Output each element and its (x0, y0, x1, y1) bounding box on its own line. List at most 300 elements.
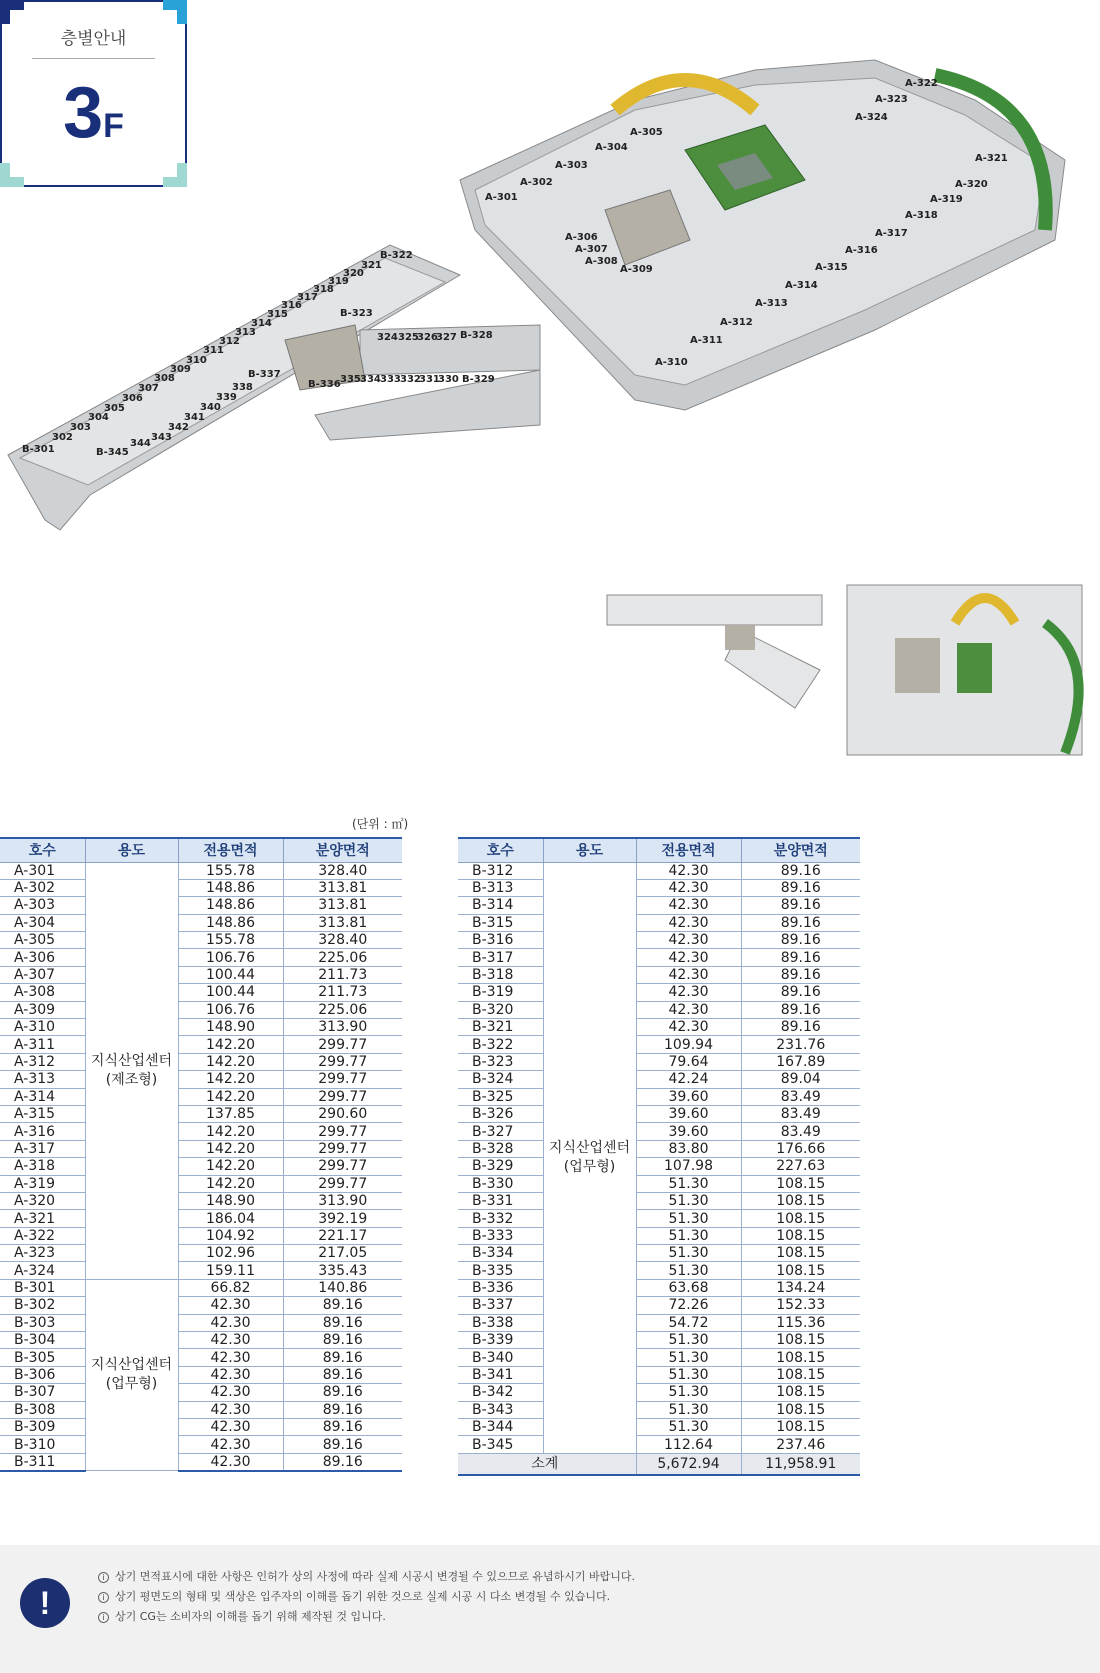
unit-label: B-337 (248, 369, 281, 380)
floor-number-digit: 3 (63, 73, 104, 153)
table-row (458, 1210, 860, 1227)
sale-area-cell: 89.16 (283, 1436, 402, 1453)
table-row (458, 932, 860, 949)
exclusive-area-cell: 112.64 (636, 1436, 741, 1453)
table-row (0, 914, 402, 931)
exclusive-area-cell: 142.20 (178, 1175, 283, 1192)
sale-area-cell: 89.16 (741, 966, 860, 983)
table-row (458, 862, 860, 879)
sale-area-cell: 140.86 (283, 1279, 402, 1296)
exclusive-area-cell: 142.20 (178, 1036, 283, 1053)
table-row (0, 966, 402, 983)
exclusive-area-cell: 142.20 (178, 1140, 283, 1157)
unit-cell: B-345 (458, 1436, 543, 1453)
total-label: 소계 (458, 1453, 636, 1475)
unit-label: B-328 (460, 330, 493, 341)
exclusive-area-cell: 51.30 (636, 1401, 741, 1418)
sale-area-cell: 89.16 (741, 949, 860, 966)
col-header-unit: 호수 (0, 838, 85, 862)
unit-label: A-324 (855, 112, 888, 123)
use-cell (85, 862, 178, 1279)
table-row (458, 1314, 860, 1331)
unit-label: 321 (361, 260, 382, 271)
unit-label: A-323 (875, 94, 908, 105)
unit-cell: A-310 (0, 1019, 85, 1036)
table-row (458, 1227, 860, 1244)
exclusive-area-cell: 51.30 (636, 1384, 741, 1401)
exclusive-area-cell: 51.30 (636, 1245, 741, 1262)
unit-cell: B-326 (458, 1105, 543, 1122)
table-row (458, 1001, 860, 1018)
info-icon: i (98, 1612, 109, 1623)
unit-label: A-311 (690, 335, 723, 346)
unit-label: 320 (343, 268, 364, 279)
unit-label: B-301 (22, 444, 55, 455)
exclusive-area-cell: 100.44 (178, 984, 283, 1001)
sale-area-cell: 89.04 (741, 1071, 860, 1088)
unit-cell: B-339 (458, 1332, 543, 1349)
unit-cell: B-318 (458, 966, 543, 983)
sale-area-cell: 237.46 (741, 1436, 860, 1453)
col-header-exclusive: 전용면적 (178, 838, 283, 862)
unit-label: 339 (216, 392, 237, 403)
sale-area-cell: 83.49 (741, 1088, 860, 1105)
exclusive-area-cell: 137.85 (178, 1105, 283, 1122)
unit-label: 325 (398, 332, 419, 343)
sale-area-cell: 313.81 (283, 897, 402, 914)
unit-label: 326 (417, 332, 438, 343)
sale-area-cell: 217.05 (283, 1245, 402, 1262)
unit-note: (단위 : ㎡) (352, 817, 409, 831)
sale-area-cell: 134.24 (741, 1279, 860, 1296)
unit-label: 318 (313, 284, 334, 295)
sale-area-cell: 335.43 (283, 1262, 402, 1279)
exclusive-area-cell: 107.98 (636, 1158, 741, 1175)
notice-text: 상기 CG는 소비자의 이해를 돕기 위해 제작된 것 입니다. (115, 1610, 386, 1623)
unit-cell: B-308 (0, 1401, 85, 1418)
unit-cell: A-311 (0, 1036, 85, 1053)
unit-label: A-314 (785, 280, 818, 291)
col-header-exclusive: 전용면적 (636, 838, 741, 862)
table-row (458, 1245, 860, 1262)
unit-label: A-321 (975, 153, 1008, 164)
unit-label: 342 (168, 422, 189, 433)
unit-cell: A-306 (0, 949, 85, 966)
sale-area-cell: 89.16 (741, 879, 860, 896)
sale-area-cell: 227.63 (741, 1158, 860, 1175)
exclusive-area-cell: 51.30 (636, 1332, 741, 1349)
exclusive-area-cell: 102.96 (178, 1245, 283, 1262)
unit-label: 327 (436, 332, 457, 343)
table-row (0, 1279, 402, 1296)
unit-cell: B-328 (458, 1140, 543, 1157)
unit-cell: B-302 (0, 1297, 85, 1314)
exclusive-area-cell: 51.30 (636, 1210, 741, 1227)
unit-cell: B-304 (0, 1332, 85, 1349)
exclusive-area-cell: 100.44 (178, 966, 283, 983)
sale-area-cell: 313.90 (283, 1019, 402, 1036)
area-table-left (0, 837, 402, 1472)
unit-label: 340 (200, 402, 221, 413)
exclusive-area-cell: 51.30 (636, 1262, 741, 1279)
use-line: (업무형) (105, 1376, 158, 1393)
table-row (458, 1140, 860, 1157)
sale-area-cell: 89.16 (283, 1419, 402, 1436)
sale-area-cell: 299.77 (283, 1036, 402, 1053)
sale-area-cell: 221.17 (283, 1227, 402, 1244)
exclamation-icon: ! (20, 1578, 70, 1628)
col-header-unit: 호수 (458, 838, 543, 862)
exclusive-area-cell: 106.76 (178, 1001, 283, 1018)
exclusive-area-cell: 42.30 (636, 862, 741, 879)
sale-area-cell: 89.16 (283, 1384, 402, 1401)
table-row (458, 1175, 860, 1192)
table-row (458, 949, 860, 966)
unit-cell: B-309 (0, 1419, 85, 1436)
unit-label: 335 (340, 374, 361, 385)
unit-cell: B-317 (458, 949, 543, 966)
unit-cell: A-317 (0, 1140, 85, 1157)
key-plan-a-svg (845, 583, 1095, 758)
unit-label: 338 (232, 382, 253, 393)
sale-area-cell: 108.15 (741, 1192, 860, 1209)
exclusive-area-cell: 104.92 (178, 1227, 283, 1244)
unit-label: A-306 (565, 232, 598, 243)
exclusive-area-cell: 42.30 (178, 1349, 283, 1366)
table-row (458, 1262, 860, 1279)
unit-label: 308 (154, 373, 175, 384)
use-line: 지식산업센터 (90, 1052, 173, 1069)
notice-text: 상기 면적표시에 대한 사항은 인허가 상의 사정에 따라 실제 시공시 변경될 수 있으므로 유념하시기 바랍니다. (115, 1570, 635, 1583)
table-row (0, 1314, 402, 1331)
unit-cell: B-320 (458, 1001, 543, 1018)
unit-cell: B-325 (458, 1088, 543, 1105)
table-row (0, 1349, 402, 1366)
exclusive-area-cell: 42.30 (636, 966, 741, 983)
exclusive-area-cell: 42.30 (178, 1366, 283, 1383)
unit-label: 319 (328, 276, 349, 287)
unit-cell: A-319 (0, 1175, 85, 1192)
table-row (458, 1158, 860, 1175)
total-row (458, 1453, 860, 1475)
table-row (458, 1071, 860, 1088)
key-plan-b-svg (605, 590, 825, 710)
use-cell (543, 862, 636, 1453)
sale-area-cell: 176.66 (741, 1140, 860, 1157)
unit-cell: B-330 (458, 1175, 543, 1192)
unit-cell: B-331 (458, 1192, 543, 1209)
unit-label: B-329 (462, 374, 495, 385)
unit-label: 330 (438, 374, 459, 385)
table-row (458, 984, 860, 1001)
unit-label: 309 (170, 364, 191, 375)
badge-corner (0, 0, 24, 24)
exclusive-area-cell: 42.30 (178, 1419, 283, 1436)
table-row (0, 1384, 402, 1401)
notice-lines (98, 1567, 635, 1627)
unit-cell: A-303 (0, 897, 85, 914)
table-row (0, 1158, 402, 1175)
unit-label: 303 (70, 422, 91, 433)
unit-cell: B-310 (0, 1436, 85, 1453)
unit-cell: A-316 (0, 1123, 85, 1140)
sale-area-cell: 290.60 (283, 1105, 402, 1122)
table-row (458, 914, 860, 931)
exclusive-area-cell: 148.86 (178, 914, 283, 931)
sale-area-cell: 299.77 (283, 1071, 402, 1088)
unit-cell: A-307 (0, 966, 85, 983)
table-row (458, 897, 860, 914)
exclusive-area-cell: 51.30 (636, 1227, 741, 1244)
unit-label: 341 (184, 412, 205, 423)
unit-label: 316 (281, 300, 302, 311)
unit-cell: B-314 (458, 897, 543, 914)
unit-cell: A-313 (0, 1071, 85, 1088)
unit-label: A-305 (630, 127, 663, 138)
sale-area-cell: 89.16 (283, 1332, 402, 1349)
unit-cell: B-342 (458, 1384, 543, 1401)
sale-area-cell: 231.76 (741, 1036, 860, 1053)
unit-cell: A-305 (0, 932, 85, 949)
table-row (0, 1332, 402, 1349)
use-line: (업무형) (563, 1158, 616, 1175)
unit-label: B-345 (96, 447, 129, 458)
use-line: 지식산업센터 (548, 1139, 631, 1156)
sale-area-cell: 328.40 (283, 932, 402, 949)
unit-label: A-302 (520, 177, 553, 188)
unit-label: 332 (400, 374, 421, 385)
exclusive-area-cell: 42.30 (178, 1384, 283, 1401)
info-icon: i (98, 1572, 109, 1583)
notice-line (98, 1587, 635, 1607)
table-header-row (0, 838, 402, 862)
unit-cell: A-323 (0, 1245, 85, 1262)
exclusive-area-cell: 42.30 (636, 984, 741, 1001)
sale-area-cell: 115.36 (741, 1314, 860, 1331)
exclusive-area-cell: 51.30 (636, 1175, 741, 1192)
table-row (458, 1349, 860, 1366)
table-row (0, 984, 402, 1001)
sale-area-cell: 108.15 (741, 1349, 860, 1366)
area-table-right (458, 837, 860, 1476)
unit-label: A-308 (585, 256, 618, 267)
unit-label: A-317 (875, 228, 908, 239)
table-row (0, 862, 402, 879)
table-row (0, 1436, 402, 1453)
table-row (0, 1105, 402, 1122)
table-row (458, 1419, 860, 1436)
unit-cell: B-329 (458, 1158, 543, 1175)
sale-area-cell: 89.16 (741, 1019, 860, 1036)
exclusive-area-cell: 142.20 (178, 1158, 283, 1175)
sale-area-cell: 89.16 (283, 1453, 402, 1471)
table-row (0, 879, 402, 896)
unit-label: A-315 (815, 262, 848, 273)
exclusive-area-cell: 39.60 (636, 1123, 741, 1140)
badge-corner (163, 0, 187, 24)
table-row (458, 1123, 860, 1140)
exclusive-area-cell: 155.78 (178, 932, 283, 949)
table-row (0, 1123, 402, 1140)
unit-cell: A-304 (0, 914, 85, 931)
exclusive-area-cell: 54.72 (636, 1314, 741, 1331)
table-row (0, 1245, 402, 1262)
sale-area-cell: 167.89 (741, 1053, 860, 1070)
floor-guide-title: 층별안내 (60, 29, 127, 49)
table-row (0, 1419, 402, 1436)
notice-line (98, 1567, 635, 1587)
sale-area-cell: 89.16 (283, 1401, 402, 1418)
table-header-row (458, 838, 860, 862)
unit-cell: B-306 (0, 1366, 85, 1383)
sale-area-cell: 108.15 (741, 1245, 860, 1262)
exclusive-area-cell: 39.60 (636, 1105, 741, 1122)
unit-cell: B-336 (458, 1279, 543, 1296)
exclusive-area-cell: 51.30 (636, 1349, 741, 1366)
unit-label: 302 (52, 432, 73, 443)
divider (32, 58, 155, 59)
exclusive-area-cell: 148.90 (178, 1019, 283, 1036)
unit-label: A-322 (905, 78, 938, 89)
badge-corner (0, 163, 24, 187)
sale-area-cell: 313.81 (283, 914, 402, 931)
sale-area-cell: 89.16 (741, 914, 860, 931)
unit-cell: A-320 (0, 1192, 85, 1209)
unit-cell: A-309 (0, 1001, 85, 1018)
table-row (0, 1366, 402, 1383)
table-row (458, 1384, 860, 1401)
unit-label: 317 (297, 292, 318, 303)
unit-label: A-301 (485, 192, 518, 203)
unit-label: A-316 (845, 245, 878, 256)
unit-cell: B-313 (458, 879, 543, 896)
exclusive-area-cell: 42.30 (636, 1019, 741, 1036)
sale-area-cell: 225.06 (283, 949, 402, 966)
sale-area-cell: 328.40 (283, 862, 402, 879)
unit-label: A-304 (595, 142, 628, 153)
sale-area-cell: 89.16 (283, 1297, 402, 1314)
unit-cell: B-335 (458, 1262, 543, 1279)
col-header-use: 용도 (543, 838, 636, 862)
unit-label: 305 (104, 403, 125, 414)
unit-label: 314 (251, 318, 272, 329)
table-row (458, 1036, 860, 1053)
green-court (957, 643, 992, 693)
sale-area-cell: 313.90 (283, 1192, 402, 1209)
table-row (0, 1297, 402, 1314)
sale-area-cell: 211.73 (283, 966, 402, 983)
sale-area-cell: 89.16 (283, 1366, 402, 1383)
unit-cell: B-344 (458, 1419, 543, 1436)
table-row (0, 1053, 402, 1070)
table-row (0, 1140, 402, 1157)
unit-label: 333 (380, 374, 401, 385)
notice-line (98, 1607, 635, 1627)
sale-area-cell: 108.15 (741, 1384, 860, 1401)
sale-area-cell: 313.81 (283, 879, 402, 896)
building-a-plan-svg (455, 40, 1080, 440)
sale-area-cell: 211.73 (283, 984, 402, 1001)
key-plan-a (845, 583, 1095, 758)
unit-cell: A-318 (0, 1158, 85, 1175)
unit-cell: A-321 (0, 1210, 85, 1227)
sale-area-cell: 108.15 (741, 1366, 860, 1383)
unit-cell: A-312 (0, 1053, 85, 1070)
exclusive-area-cell: 63.68 (636, 1279, 741, 1296)
exclusive-area-cell: 79.64 (636, 1053, 741, 1070)
unit-cell: B-319 (458, 984, 543, 1001)
unit-cell: B-301 (0, 1279, 85, 1296)
sale-area-cell: 108.15 (741, 1401, 860, 1418)
sale-area-cell: 299.77 (283, 1123, 402, 1140)
unit-label: 315 (267, 309, 288, 320)
exclusive-area-cell: 148.86 (178, 879, 283, 896)
sale-area-cell: 392.19 (283, 1210, 402, 1227)
badge-corner (163, 163, 187, 187)
unit-label: A-313 (755, 298, 788, 309)
exclusive-area-cell: 42.30 (178, 1453, 283, 1471)
table-row (0, 1071, 402, 1088)
table-row (458, 1279, 860, 1296)
exclusive-area-cell: 148.90 (178, 1192, 283, 1209)
unit-label: 306 (122, 393, 143, 404)
exclusive-area-cell: 42.30 (636, 932, 741, 949)
sale-area-cell: 108.15 (741, 1175, 860, 1192)
exclusive-area-cell: 142.20 (178, 1088, 283, 1105)
sale-area-cell: 89.16 (741, 932, 860, 949)
unit-label: 311 (203, 345, 224, 356)
exclusive-area-cell: 42.30 (636, 879, 741, 896)
use-cell (85, 1279, 178, 1470)
table-row (0, 1192, 402, 1209)
unit-cell: B-315 (458, 914, 543, 931)
unit-label: A-307 (575, 244, 608, 255)
exclusive-area-cell: 66.82 (178, 1279, 283, 1296)
exclusive-area-cell: 148.86 (178, 897, 283, 914)
sale-area-cell: 89.16 (283, 1349, 402, 1366)
exclusive-area-cell: 42.30 (178, 1436, 283, 1453)
exclusive-area-cell: 42.30 (636, 897, 741, 914)
unit-label: 344 (130, 438, 151, 449)
sale-area-cell: 83.49 (741, 1123, 860, 1140)
sale-area-cell: 89.16 (741, 862, 860, 879)
table-row (0, 1001, 402, 1018)
exclusive-area-cell: 142.20 (178, 1071, 283, 1088)
sale-area-cell: 108.15 (741, 1210, 860, 1227)
unit-label: A-310 (655, 357, 688, 368)
unit-cell: A-308 (0, 984, 85, 1001)
table-row (0, 1401, 402, 1418)
building-a-floor (475, 78, 1045, 385)
exclusive-area-cell: 51.30 (636, 1419, 741, 1436)
unit-label: A-312 (720, 317, 753, 328)
info-icon: i (98, 1592, 109, 1603)
sale-area-cell: 83.49 (741, 1105, 860, 1122)
unit-cell: B-322 (458, 1036, 543, 1053)
table-row (0, 1453, 402, 1471)
exclusive-area-cell: 42.30 (636, 949, 741, 966)
unit-label: 324 (377, 332, 398, 343)
unit-label: 313 (235, 327, 256, 338)
unit-cell: B-340 (458, 1349, 543, 1366)
table-row (458, 1401, 860, 1418)
exclusive-area-cell: 159.11 (178, 1262, 283, 1279)
exclusive-area-cell: 42.24 (636, 1071, 741, 1088)
exclusive-area-cell: 42.30 (636, 1001, 741, 1018)
unit-cell: A-314 (0, 1088, 85, 1105)
table-row (0, 1036, 402, 1053)
exclusive-area-cell: 142.20 (178, 1053, 283, 1070)
